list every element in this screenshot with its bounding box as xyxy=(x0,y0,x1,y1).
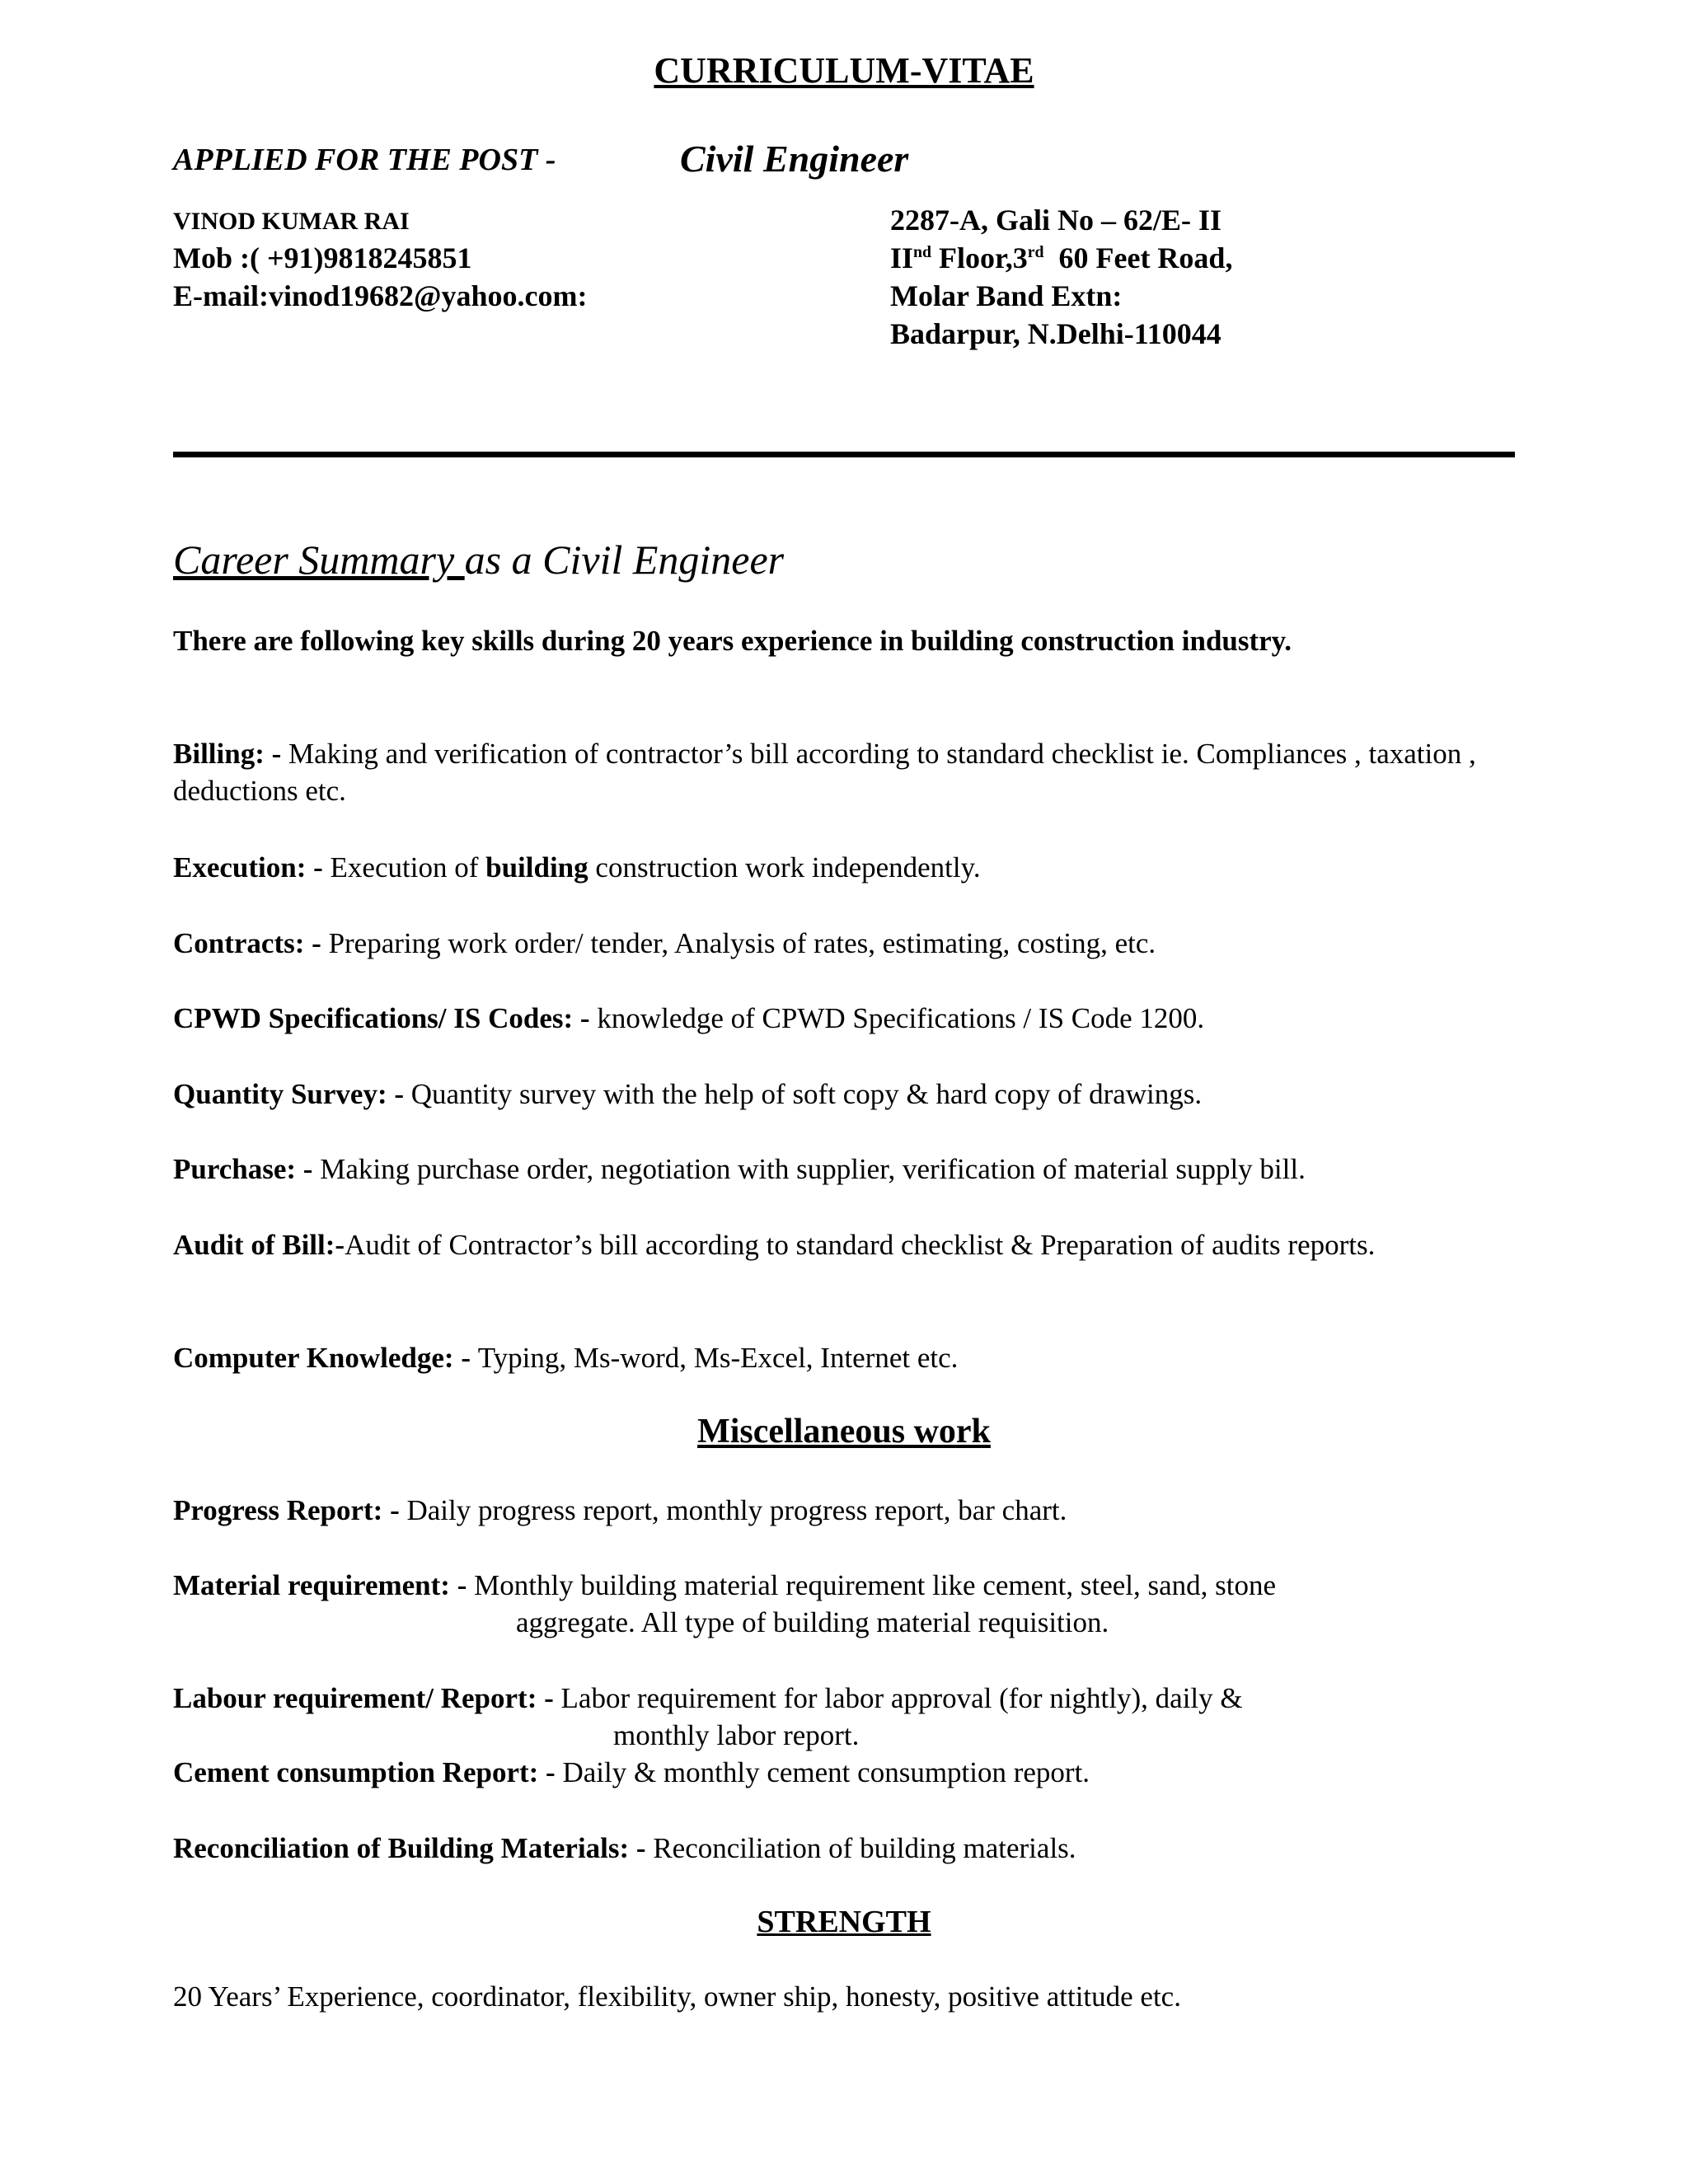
misc-heading: Miscellaneous work xyxy=(697,1413,991,1451)
applied-for-label: APPLIED FOR THE POST - xyxy=(173,143,556,177)
address-line-3: Molar Band Extn: xyxy=(890,279,1123,312)
misc-progress-report: Progress Report: - Daily progress report, monthly progress report, bar chart. xyxy=(173,1494,1067,1526)
candidate-name: VINOD KUMAR RAI xyxy=(173,208,410,235)
misc-material-requirement: Material requirement: - Monthly building material requirement like cement, steel, sand, stone xyxy=(173,1569,1277,1601)
misc-cement-consumption: Cement consumption Report: - Daily & monthly cement consumption report. xyxy=(173,1756,1090,1788)
applied-post: Civil Engineer xyxy=(680,138,909,180)
career-summary-heading: Career Summary as a Civil Engineer xyxy=(173,537,785,583)
misc-material-requirement-cont: aggregate. All type of building material requisition. xyxy=(516,1606,1109,1638)
skill-execution: Execution: - Execution of building construction work independently. xyxy=(173,851,981,883)
email-address: E-mail:vinod19682@yahoo.com: xyxy=(173,279,588,312)
address-line-2: IInd Floor,3rd 60 Feet Road, xyxy=(890,241,1233,274)
misc-labour-requirement-cont: monthly labor report. xyxy=(613,1719,860,1751)
address-line-4: Badarpur, N.Delhi-110044 xyxy=(890,317,1221,350)
skill-quantity-survey: Quantity Survey: - Quantity survey with the help of soft copy & hard copy of drawings. xyxy=(173,1078,1203,1110)
career-intro: There are following key skills during 20 years experience in building construction industry. xyxy=(173,625,1292,657)
skill-audit: Audit of Bill:-Audit of Contractor’s bill according to standard checklist & Preparation of audits reports. xyxy=(173,1229,1376,1261)
skill-purchase: Purchase: - Making purchase order, negotiation with supplier, verification of material supply bill. xyxy=(173,1153,1306,1185)
mobile-number: Mob :( +91)9818245851 xyxy=(173,241,472,274)
skill-cpwd: CPWD Specifications/ IS Codes: - knowledge of CPWD Specifications / IS Code 1200. xyxy=(173,1002,1205,1034)
address-line-1: 2287-A, Gali No – 62/E- II xyxy=(890,204,1222,237)
skill-billing: Billing: - Making and verification of contractor’s bill according to standard checklist ie. Compliances , taxation , deductions etc. xyxy=(173,738,1476,807)
misc-reconciliation: Reconciliation of Building Materials: - Reconciliation of building materials. xyxy=(173,1832,1076,1864)
strength-heading: STRENGTH xyxy=(757,1905,931,1939)
strength-text: 20 Years’ Experience, coordinator, flexibility, owner ship, honesty, positive attitude etc. xyxy=(173,1980,1181,2013)
document-title: CURRICULUM-VITAE xyxy=(654,50,1034,91)
skill-contracts: Contracts: - Preparing work order/ tender, Analysis of rates, estimating, costing, etc. xyxy=(173,927,1156,959)
misc-labour-requirement: Labour requirement/ Report: - Labor requirement for labor approval (for nightly), daily & xyxy=(173,1682,1243,1714)
skill-computer: Computer Knowledge: - Typing, Ms-word, Ms-Excel, Internet etc. xyxy=(173,1342,959,1374)
header-divider xyxy=(173,452,1515,457)
